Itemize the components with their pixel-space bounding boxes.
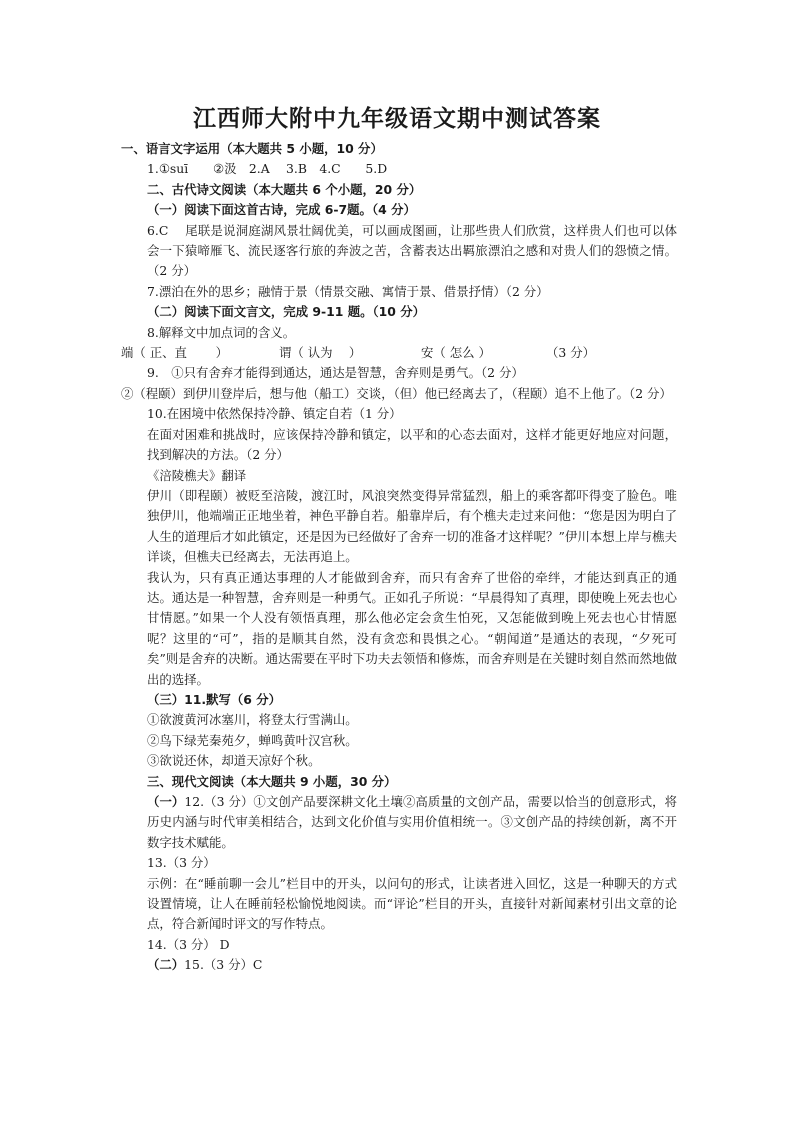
answer-12-text: 12.（3 分）①文创产品要深耕文化土壤②高质量的文创产品，需要以恰当的创意形式，将历史内涵与时代审美相结合，达到文化价值与实用价值相统一。③文创产品的持续创新，离不开数字技术赋能。 bbox=[147, 794, 678, 850]
answer-13-body: 示例：在“睡前聊一会儿”栏目中的开头，以问句的形式，让读者进入回忆，这是一种聊天的方式设置情境，让人在睡前轻松愉悦地阅读。而“评论”栏目的开头，直接针对新闻素材引出文章的论点，符合新闻时评文的写作特点。 bbox=[147, 875, 677, 932]
answer-15-label: （二） bbox=[147, 957, 185, 973]
answer-13-heading: 13.（3 分） bbox=[147, 855, 216, 871]
answer-9-part-1: 9. ①只有舍弃才能得到通达，通达是智慧，舍弃则是勇气。（2 分） bbox=[147, 365, 524, 381]
answer-15-text: 15.（3 分）C bbox=[184, 957, 263, 973]
section-2-3-heading: （三）11.默写（6 分） bbox=[147, 691, 282, 707]
definition-duan: 端（ 正、直 ） bbox=[121, 345, 229, 361]
answers-1-5: 1.①suī ②汲 2.A 3.B 4.C 5.D bbox=[147, 161, 388, 177]
answer-8-prompt: 8.解释文中加点词的含义。 bbox=[147, 324, 296, 340]
translation-paragraph-2: 我认为，只有真正通达事理的人才能做到舍弃，而只有舍弃了世俗的牵绊，才能达到真正的通达。通达是一种智慧，舍弃则是一种勇气。正如孔子所说：“早晨得知了真理，即使晚上死去也心甘情愿。”如果一个人没有领悟真理，那么他必定会贪生怕死，又怎能做到晚上死去也心甘情愿呢？这里的“可”，指的是顺其自然，没有贪恋和畏惧之心。“朝闻道”是通达的表现，“夕死可矣”则是舍弃的决断。通达需要在平时下功夫去领悟和修炼，而舍弃则是在关键时刻自然而然地做出的选择。 bbox=[147, 569, 677, 687]
answer-11-line-1: ①欲渡黄河冰塞川，将登太行雪满山。 bbox=[147, 712, 358, 728]
answer-7: 7.漂泊在外的思乡；融情于景（情景交融、寓情于景、借景抒情）（2 分） bbox=[147, 283, 549, 299]
answer-14: 14.（3 分） D bbox=[147, 936, 230, 952]
answer-10-heading: 10.在困境中依然保持冷静、镇定自若（1 分） bbox=[147, 406, 402, 422]
section-1-heading: 一、语言文字运用（本大题共 5 小题，10 分） bbox=[121, 141, 383, 156]
answer-content bbox=[121, 139, 677, 976]
section-3-heading: 三、现代文阅读（本大题共 9 小题，30 分） bbox=[147, 773, 397, 789]
answer-6: 6.C 尾联是说洞庭湖风景壮阔优美，可以画成图画，让那些贵人们欣赏，这样贵人们也可以体会一下猿啼雁飞、流民逐客行旅的奔波之苦，含蓄表达出羁旅漂泊之感和对贵人们的怨愤之情。（2 分） bbox=[147, 222, 677, 279]
section-2-1-heading: （一）阅读下面这首古诗，完成 6-7题。（4 分） bbox=[147, 202, 416, 218]
answer-12 bbox=[121, 792, 677, 853]
definition-an: 安（ 怎么 ） bbox=[421, 345, 491, 361]
section-2-2-heading: （二）阅读下面文言文，完成 9-11 题。（10 分） bbox=[147, 304, 426, 320]
answer-11-line-3: ③欲说还休，却道天凉好个秋。 bbox=[147, 753, 321, 769]
answer-8-definitions bbox=[121, 343, 677, 363]
answer-15 bbox=[121, 955, 677, 975]
answer-11-line-2: ②鸟下绿芜秦苑夕，蝉鸣黄叶汉宫秋。 bbox=[147, 732, 358, 748]
answer-10-body: 在面对困难和挑战时，应该保持冷静和镇定，以平和的心态去面对，这样才能更好地应对问题，找到解决的方法。（2 分） bbox=[147, 426, 677, 463]
page-title: 江西师大附中九年级语文期中测试答案 bbox=[193, 106, 601, 132]
section-2-heading: 二、古代诗文阅读（本大题共 6 个小题，20 分） bbox=[147, 181, 422, 197]
answer-12-label: （一） bbox=[147, 794, 185, 809]
answer-9-part-2: ②（程颐）到伊川登岸后，想与他（船工）交谈，（但）他已经离去了，（程颐）追不上他了。（2 分） bbox=[121, 385, 672, 401]
definition-wei: 谓（ 认为 ） bbox=[279, 345, 362, 361]
translation-title: 《涪陵樵夫》翻译 bbox=[147, 467, 247, 483]
translation-paragraph-1: 伊川（即程颐）被贬至涪陵，渡江时，风浪突然变得异常猛烈，船上的乘客都吓得变了脸色。唯独伊川，他端端正正地坐着，神色平静自若。船靠岸后，有个樵夫走过来问他：“您是因为明白了人生的道理后才如此镇定，还是因为已经做好了舍弃一切的准备才这样呢？”伊川本想上岸与樵夫详谈，但樵夫已经离去，无法再追上。 bbox=[147, 487, 677, 565]
definition-score: （3 分） bbox=[546, 345, 595, 361]
